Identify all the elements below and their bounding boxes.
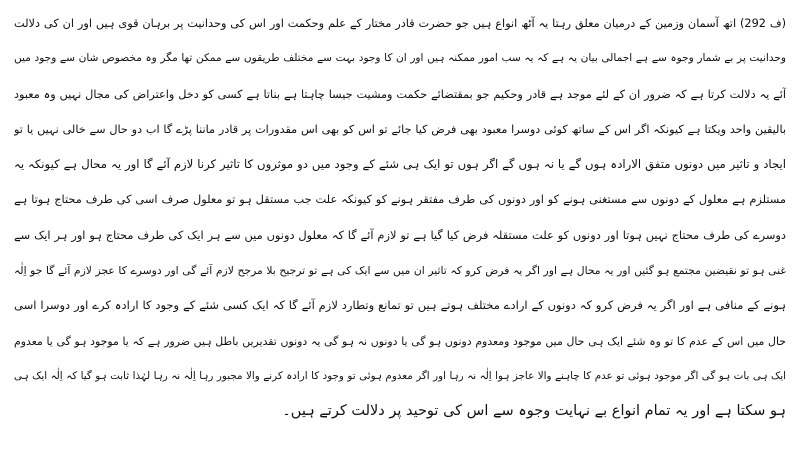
text-line: ہو سکتا ہے اور یہ تمام انواع بے نہایت وجوہ سے اس کی توحید پر دلالت کرتے ہیں۔ <box>282 403 786 420</box>
text-line: ایک ہی بات ہو گی اگر موجود ہوئی تو عدم کا چاہنے والا عاجز ہوا اِلٰہ نہ رہا اور اگر معدوم ہوئی تو وجود کا ارادہ کرنے والا مجبور رہا اِلٰہ نہ رہا لہٰذا ثابت ہو گیا کہ اِلٰہ ایک ہی <box>14 369 786 382</box>
text-line: آئے یہ دلالت کرتا ہے کہ ضرور ان کے لئے موجد ہے قادر وحکیم جو بمقتضائے حکمت ومشیت جیسا چاہتا ہے بناتا ہے کسی کو دخل واعتراض کی مجال نہیں وہ معبود <box>14 87 786 101</box>
text-line: مستلزم ہے معلول کے دونوں سے مستغنی ہونے کو اور دونوں کی طرف مفتقر ہونے کو کیونکہ علت جب مستقل ہو تو معلول صرف اسی کی طرف محتاج ہوتا ہے <box>14 192 786 207</box>
text-line: ہونے کے منافی ہے اور اگر یہ فرض کرو کہ دونوں کے ارادے مختلف ہوتے ہیں تو تمانع وتطارد لازم آئے گا کہ ایک کسی شئے کے وجود کا ارادہ کرے اور دوسرا اسی <box>14 298 786 313</box>
urdu-commentary-paragraph <box>14 6 786 430</box>
text-line: (ف 292) اتھ آسمان وزمین کے درمیان معلق رہتا یہ آٹھ انواع ہیں جو حضرت قادر مختار کے علم وحکمت اور اس کی وحدانیت پر برہان قوی ہیں اور ان کی دلالت <box>14 16 786 30</box>
text-line: غنی ہو تو نقیضین مجتمع ہو گئیں اور یہ محال ہے اور اگر یہ فرض کرو کہ تاثیر ان میں سے ایک کی ہے تو ترجیح بلا مرجح لازم آئے گی اور دوسرے کا عجز لازم آئے گا جو اِلٰہ <box>14 264 786 278</box>
text-line: حال میں اس کے عدم کا تو وہ شئے ایک ہی حال میں موجود ومعدوم دونوں ہو گی یا دونوں نہ ہو گی یہ دونوں تقدیریں باطل ہیں ضرور ہے کہ یا موجود ہو گی یا معدوم <box>14 334 786 348</box>
text-line: ایجاد و تاثیر میں دونوں متفق الارادہ ہوں گے یا نہ ہوں گے اگر ہوں تو ایک ہی شئے کے وجود میں دو موثروں کا تاثیر کرنا لازم آئے گا اور یہ محال ہے کیونکہ یہ <box>14 157 786 172</box>
text-line: دوسرے کی طرف محتاج نہیں ہوتا اور دونوں کو علت مستقلہ فرض کیا گیا ہے تو لازم آئے گا کہ معلول دونوں میں سے ہر ایک کی طرف محتاج ہو اور ہر ایک سے <box>14 227 786 242</box>
text-line: بالیقین واحد ویکتا ہے کیونکہ اگر اس کے ساتھ کوئی دوسرا معبود بھی فرض کیا جائے تو اس کو بھی اس مقدورات پر قادر ماننا پڑے گا اب دو حال سے خالی نہیں یا تو <box>14 122 786 136</box>
text-line: وحدانیت پر بے شمار وجوہ سے ہے اجمالی بیان یہ ہے کہ یہ سب امور ممکنہ ہیں اور ان کا وجود بہت سے مختلف طریقوں سے ممکن تھا مگر وہ مخصوص شان سے وجود میں <box>14 52 786 65</box>
